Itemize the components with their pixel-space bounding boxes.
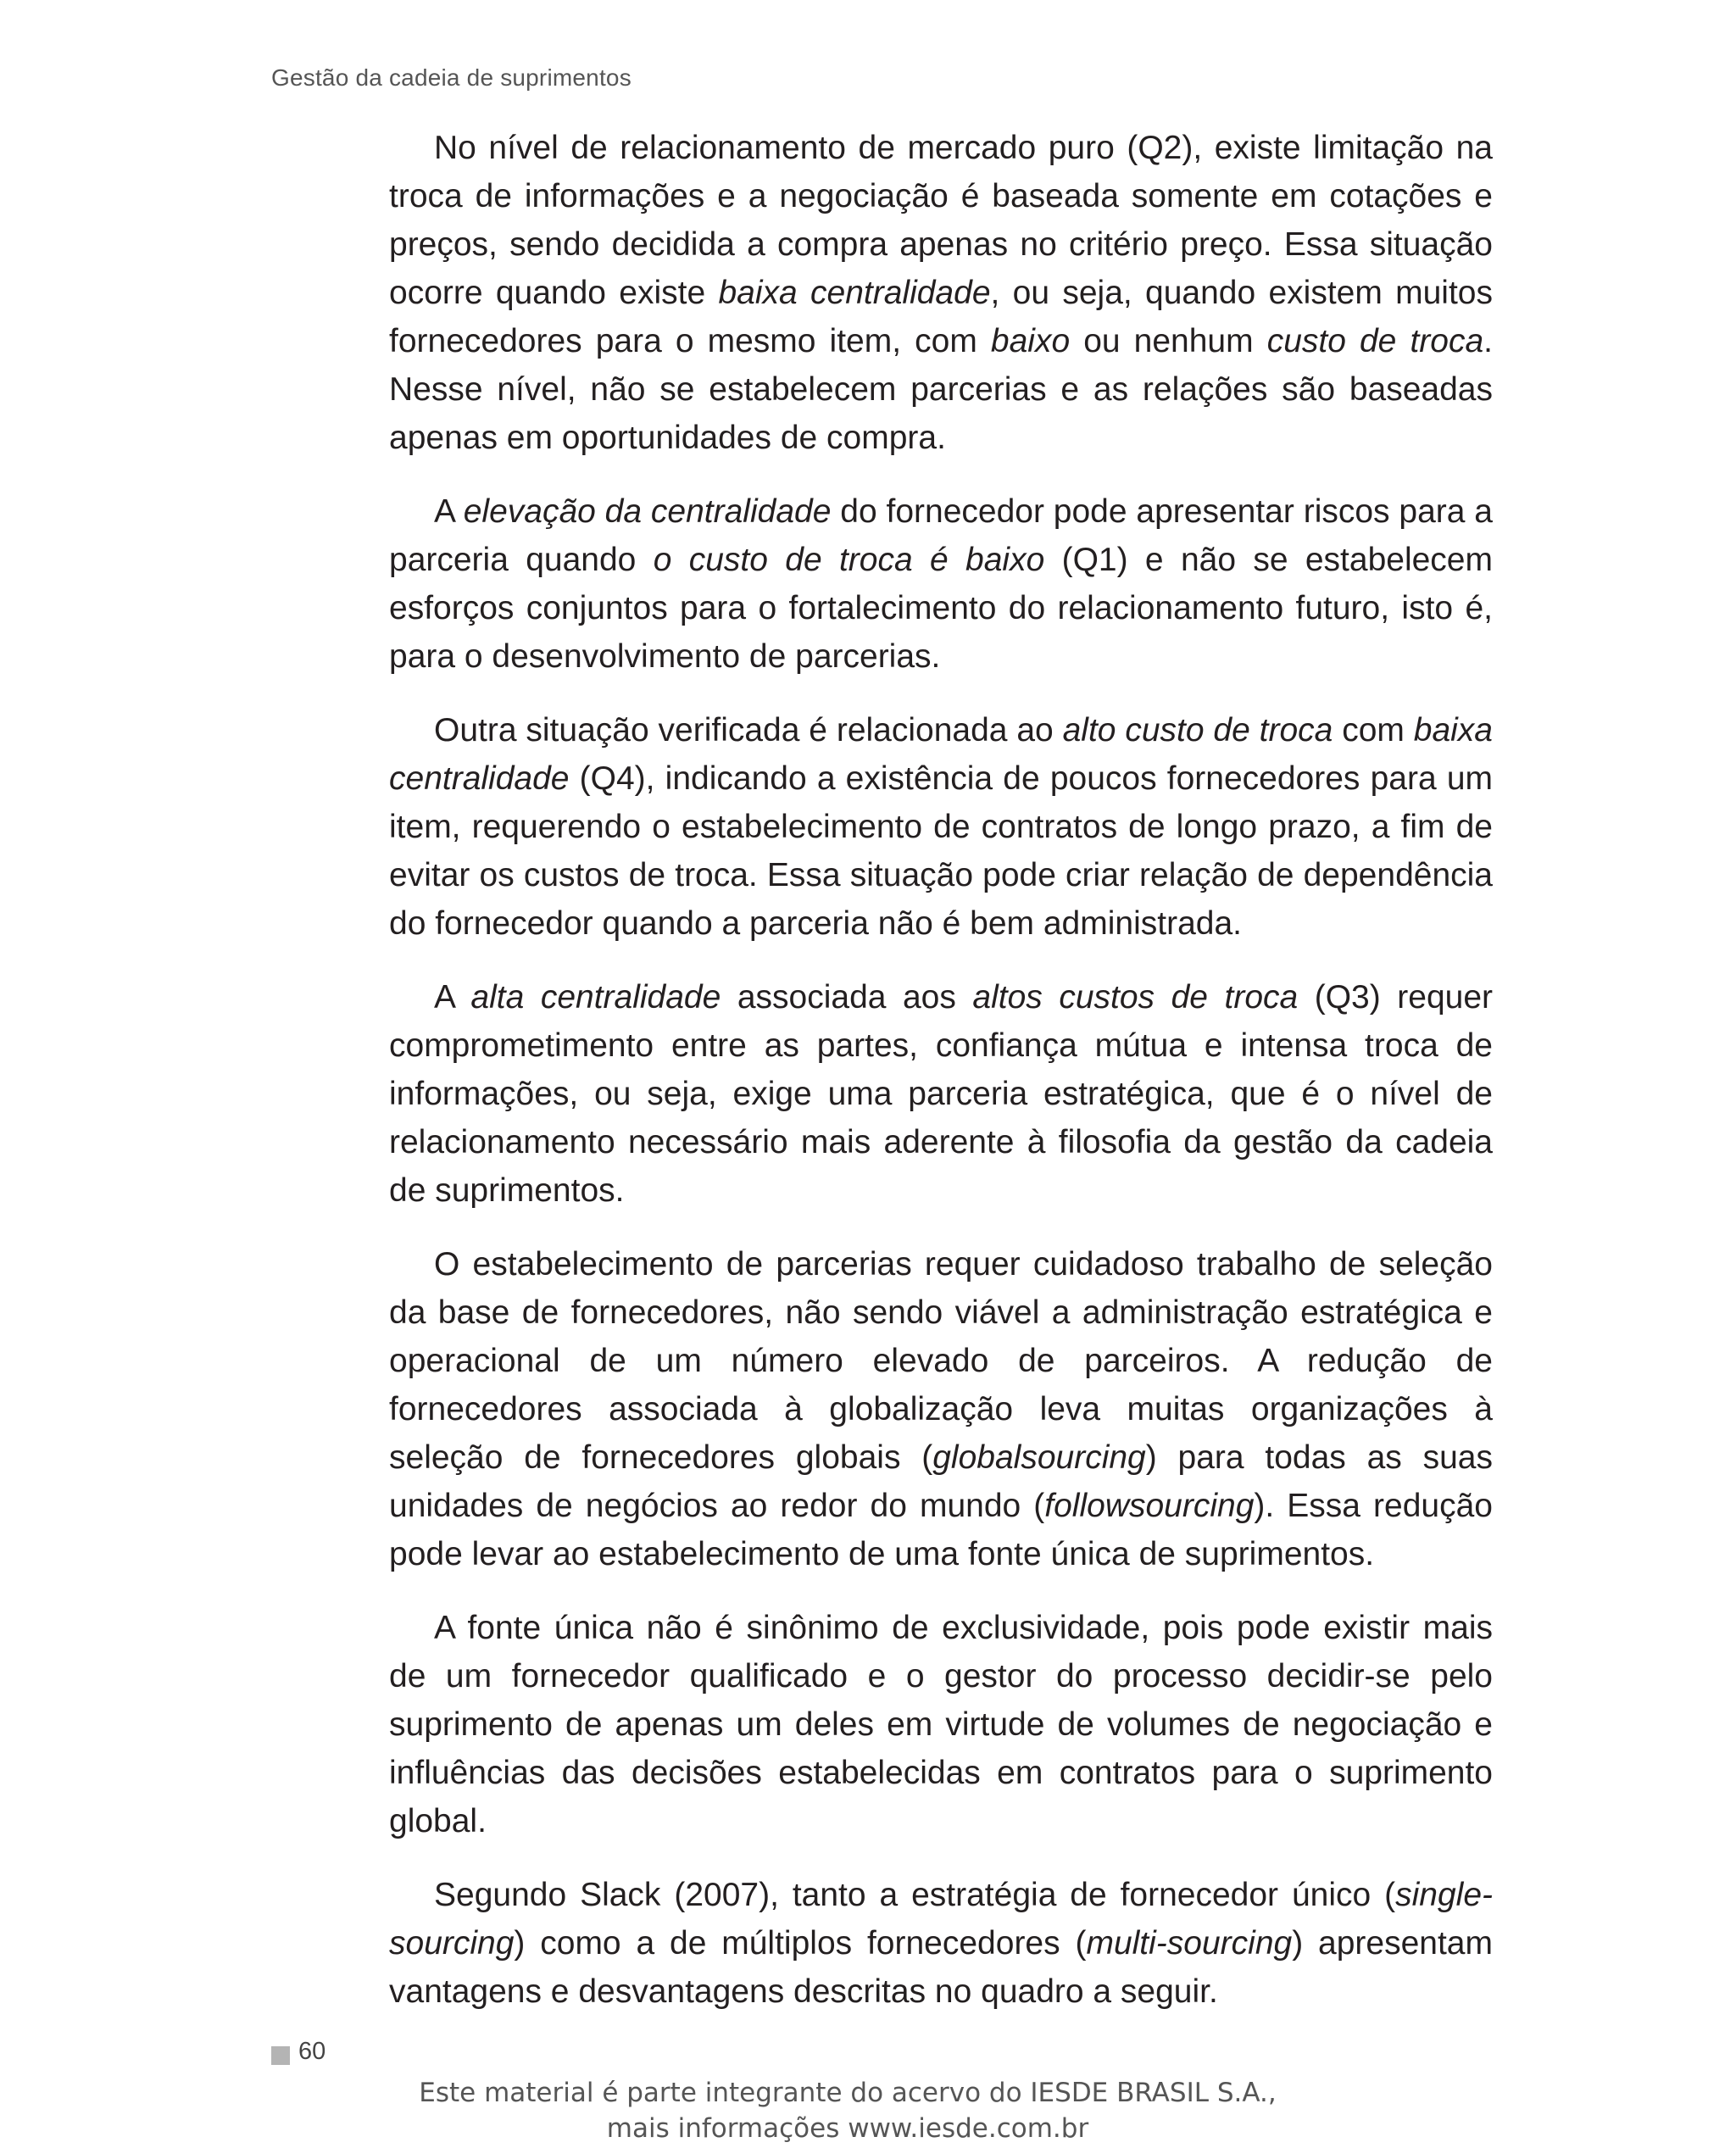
italic-term: multi-sourcing [1086,1925,1293,1962]
notice-line-1: Este material é parte integrante do acervo do IESDE BRASIL S.A., [419,2078,1277,2108]
text-run: (Q1) e não se estabelecem esforços conjuntos para o fortalecimento do relacionamento futuro, isto é, para o desenvolvimento de parcerias. [389,542,1493,675]
text-run: O estabelecimento de parcerias requer cuidadoso trabalho de seleção da base de fornecedores, não sendo viável a administração estratégica e operacional de um número elevado de parceiros. A redução de fornecedores associada à globalização leva muitas organizações à seleção de fornecedores globais ( [389,1246,1493,1476]
paragraph-7 [389,1871,1493,2016]
italic-term: custo de troca [1266,323,1484,359]
text-run: (Q3) requer comprometimento entre as partes, confiança mútua e intensa troca de informações, ou seja, exige uma parceria estratégica, que é o nível de relacionamento necessário mais aderente à filosofia da gestão da cadeia de suprimentos. [389,979,1494,1209]
running-header: Gestão da cadeia de suprimentos [271,64,632,91]
italic-term: elevação da centralidade [463,493,832,530]
text-run: ) para todas as suas unidades de negócios ao redor do mundo ( [389,1439,1493,1524]
text-run: A [434,979,471,1016]
notice-line-2: mais informações www.iesde.com.br [606,2113,1089,2144]
text-run: , ou seja, quando existem muitos fornecedores para o mesmo item, com [389,275,1493,359]
text-run: A [434,493,464,530]
page-number: 60 [298,2038,326,2065]
text-run: ) apresentam vantagens e desvantagens descritas no quadro a seguir. [389,1925,1493,2010]
text-run: do fornecedor pode apresentar riscos para a parceria quando [389,493,1493,578]
italic-term: followsourcing [1044,1488,1255,1524]
paragraph-4 [389,973,1493,1215]
italic-term: alta centralidade [470,979,721,1016]
paragraph-6 [389,1604,1493,1845]
copyright-notice [322,2075,1373,2146]
paragraph-3 [389,706,1493,948]
text-run: com [1333,712,1414,748]
italic-term: o custo de troca é baixo [653,542,1045,578]
italic-term: altos custos de troca [972,979,1299,1016]
text-run: Segundo Slack (2007), tanto a estratégia de fornecedor único ( [434,1877,1396,1913]
text-run: A fonte única não é sinônimo de exclusividade, pois pode existir mais de um fornecedor qualificado e o gestor do processo decidir-se pelo suprimento de apenas um deles em virtude de volumes de negociação e influências das decisões estabelecidas em contratos para o suprimento global. [389,1610,1493,1839]
text-run: ) como a de múltiplos fornecedores ( [514,1925,1087,1962]
italic-term: globalsourcing [932,1439,1146,1476]
body-text [389,124,1493,2041]
italic-term: baixa centralidade [389,712,1493,797]
text-run: ou nenhum [1070,323,1267,359]
text-run: No nível de relacionamento de mercado puro (Q2), existe limitação na troca de informações e a negociação é baseada somente em cotações e preços, sendo decidida a compra apenas no critério preço. Essa situação ocorre quando existe [389,130,1493,311]
paragraph-2 [389,487,1493,681]
italic-term: single-sourcing [389,1877,1493,1962]
page-number-marker [271,2046,290,2065]
text-run: associada aos [721,979,973,1016]
paragraph-5 [389,1240,1493,1578]
text-run: (Q4), indicando a existência de poucos fornecedores para um item, requerendo o estabelecimento de contratos de longo prazo, a fim de evitar os custos de troca. Essa situação pode criar relação de dependência do fornecedor quando a parceria não é bem administrada. [389,760,1493,942]
paragraph-1 [389,124,1493,462]
text-run: . Nesse nível, não se estabelecem parcerias e as relações são baseadas apenas em oportunidades de compra. [389,323,1494,456]
italic-term: baixo [990,323,1071,359]
text-run: ). Essa redução pode levar ao estabelecimento de uma fonte única de suprimentos. [389,1488,1493,1572]
italic-term: baixa centralidade [718,275,991,311]
text-run: Outra situação verificada é relacionada ao [434,712,1063,748]
italic-term: alto custo de troca [1062,712,1333,748]
